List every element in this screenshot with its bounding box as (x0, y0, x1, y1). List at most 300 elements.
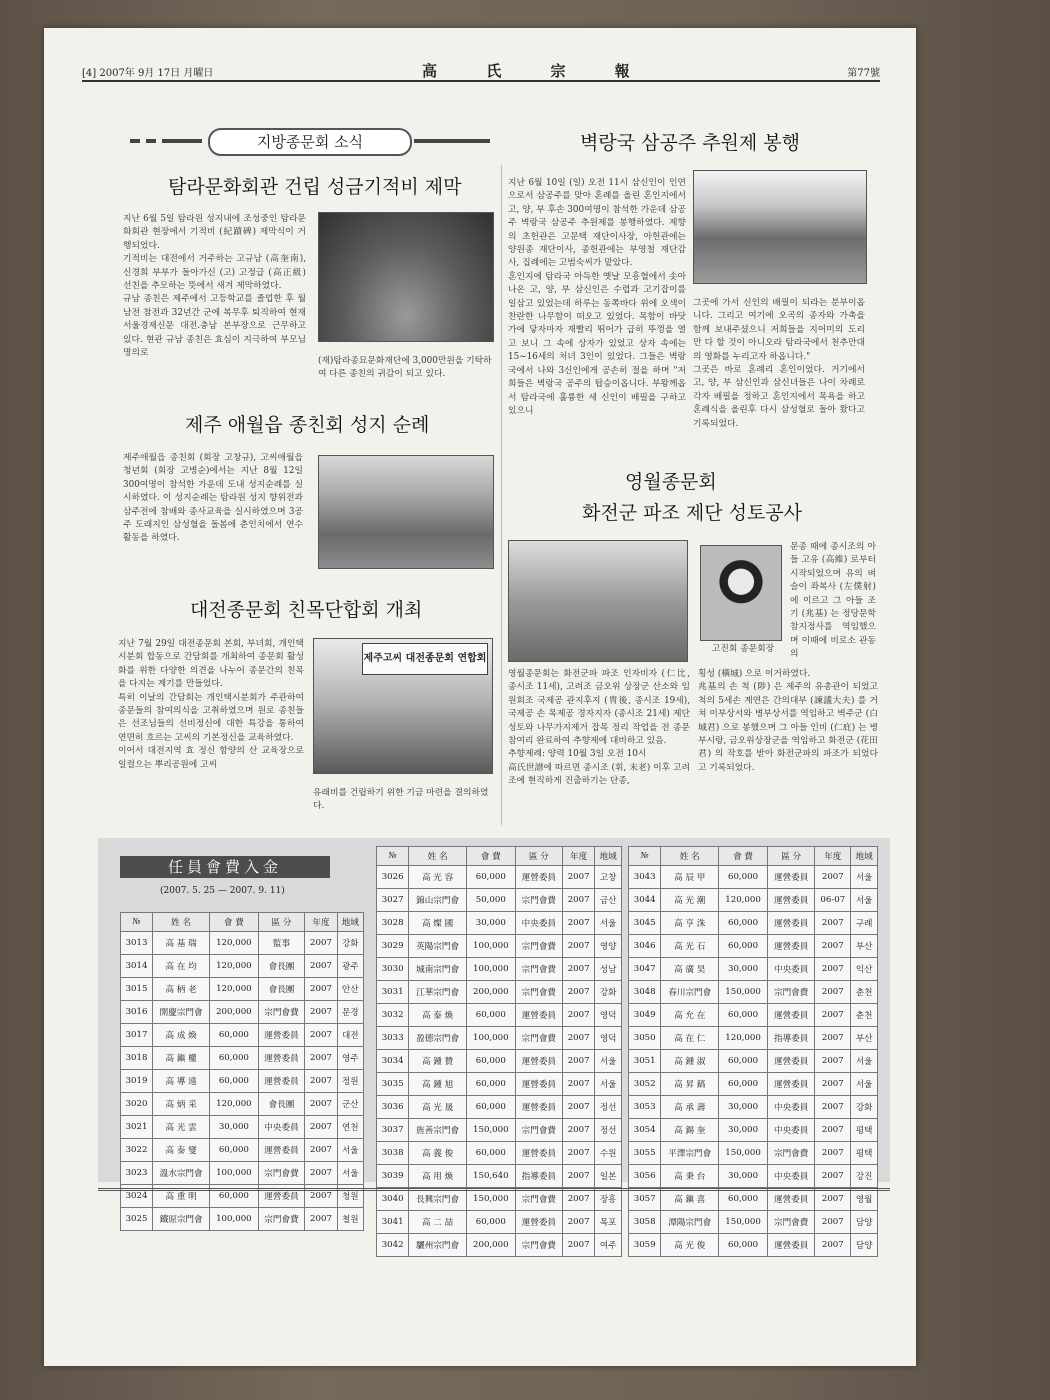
table-cell: 運營委員 (258, 1047, 305, 1070)
masthead: 高 氏 宗 報 (422, 62, 652, 80)
table-cell: 高 重 明 (153, 1185, 210, 1208)
table-cell: 高 鍾 淑 (661, 1050, 719, 1073)
fee-header-cell: 會 費 (210, 913, 258, 932)
table-cell: 高 錫 奎 (661, 1119, 719, 1142)
table-cell: 서울 (337, 1139, 364, 1162)
page-header (82, 60, 880, 82)
table-cell: 서울 (595, 1050, 622, 1073)
table-cell: 3045 (629, 912, 661, 935)
fee-header-cell: 地域 (337, 913, 364, 932)
fee-header-cell: 姓 名 (409, 847, 467, 866)
article5-body-right-top: 문종 때에 종시조의 아들 고유 (高維) 로부터 시작되었으며 유의 벼슬이 좌복사 (左僕射) 에 이르고 그 아들 조기 (兆基) 는 정당문학 참지정사를 역임했으며 이때에 비로소 관동의 (790, 542, 876, 660)
article2-body: 제주애월읍 종친회 (회장 고창규), 고씨애월읍청년회 (회장 고병순)에서는 지난 8월 12일 300여명이 참석한 가운데 도내 성지순례를 실시하였다. 이 성지순례는 탐라원 성지 향위전과 삼주전에 참배와 종사교육을 실시하였으며 3공주 도래지인 삼성혈을 돌봄에 춘인치에서 연수활동을 하였다. (123, 453, 303, 544)
table-cell: 宗門會費 (515, 1119, 562, 1142)
table-cell: 高 基 瑞 (153, 932, 210, 955)
table-cell: 익산 (851, 958, 878, 981)
fee-header-cell: 會 費 (466, 847, 515, 866)
table-cell: 30,000 (466, 912, 515, 935)
table-cell: 2007 (305, 1047, 337, 1070)
fee-header-cell: 年度 (562, 847, 594, 866)
table-cell: 3016 (121, 1001, 153, 1024)
table-cell: 60,000 (210, 1070, 258, 1093)
table-cell: 서울 (851, 1050, 878, 1073)
table-cell: 3013 (121, 932, 153, 955)
table-cell: 2007 (562, 1004, 594, 1027)
table-cell: 高 導 遠 (153, 1070, 210, 1093)
table-cell: 장흥 (595, 1188, 622, 1211)
article3-photo (313, 638, 493, 774)
table-cell: 3026 (377, 866, 409, 889)
table-cell: 錦山宗門會 (409, 889, 467, 912)
fee-header-cell: 區 分 (515, 847, 562, 866)
table-cell: 高 泰 燮 (153, 1139, 210, 1162)
table-cell: 高 亨 洙 (661, 912, 719, 935)
table-cell: 運營委員 (767, 1073, 814, 1096)
table-cell: 06-07 (815, 889, 851, 912)
article5-body: 영월종문회는 화전군파 파조 인자비자 (仁比, 종시조 11세), 고려조 금오위 상장군 산소와 임원회조 국제공 관지후지 (冑後, 종시조 19세), 국제공 손 목제공 경자지자 (종시조 21세) 제단성토와 나무가지제거 잡목 정리 작업을 전 종문 참여리 완료하여 추향제에 대비하고 있음. 추향제례: 양력 10월 3일 오전 10시 高氏世譜에 따르면 종시조 (휘, 末老) 이후 고려조에 현직하게 진출하기는 단종, (508, 669, 690, 787)
table-cell: 會長團 (258, 955, 305, 978)
table-cell: 3048 (629, 981, 661, 1004)
table-row (121, 1208, 364, 1231)
table-cell: 서울 (851, 889, 878, 912)
table-cell: 부산 (851, 935, 878, 958)
table-cell: 춘천 (851, 1004, 878, 1027)
table-row (377, 1096, 622, 1119)
table-cell: 3057 (629, 1188, 661, 1211)
table-cell: 3032 (377, 1004, 409, 1027)
table-cell: 中央委員 (258, 1116, 305, 1139)
table-cell: 30,000 (719, 1119, 768, 1142)
table-cell: 60,000 (719, 866, 768, 889)
table-cell: 서울 (851, 1073, 878, 1096)
table-row (377, 1234, 622, 1257)
table-row (377, 935, 622, 958)
table-cell: 목포 (595, 1211, 622, 1234)
table-cell: 高 允 在 (661, 1004, 719, 1027)
table-cell: 서울 (595, 912, 622, 935)
table-cell: 2007 (562, 1050, 594, 1073)
table-cell: 정선 (595, 1096, 622, 1119)
table-cell: 120,000 (210, 955, 258, 978)
table-cell: 運營委員 (258, 1185, 305, 1208)
table-cell: 2007 (562, 1119, 594, 1142)
table-cell: 영양 (595, 935, 622, 958)
fee-table-3 (628, 846, 878, 1257)
article5-title-line1: 영월종문회 (625, 471, 717, 493)
table-row (629, 1050, 878, 1073)
table-cell: 영덕 (595, 1004, 622, 1027)
header-rule (82, 80, 880, 82)
table-row (121, 1047, 364, 1070)
table-cell: 3043 (629, 866, 661, 889)
table-cell: 平澤宗門會 (661, 1142, 719, 1165)
table-cell: 2007 (815, 958, 851, 981)
table-row (377, 912, 622, 935)
table-cell: 2007 (815, 1188, 851, 1211)
table-cell: 高 用 煥 (409, 1165, 467, 1188)
fee-header-row (629, 847, 878, 866)
table-cell: 수원 (595, 1142, 622, 1165)
table-cell: 150,000 (719, 1211, 768, 1234)
table-cell: 中央委員 (767, 1096, 814, 1119)
issue-number: 第77號 (847, 68, 880, 79)
table-cell: 3054 (629, 1119, 661, 1142)
table-cell: 60,000 (719, 1234, 768, 1257)
table-cell: 3059 (629, 1234, 661, 1257)
table-cell: 2007 (815, 981, 851, 1004)
table-cell: 구례 (851, 912, 878, 935)
table-row (377, 889, 622, 912)
article1-body: 지난 6월 5일 탐라원 성지내에 조성중인 탐라문화회관 현장에서 기적비 (紀蹟碑) 제막식이 거행되었다. 기적비는 대전에서 거주하는 고규남 (高奎南), 신경희 부부가 돌아가신 (고) 고정급 (高正級) 선친을 추모하는 뜻에서 새겨 제막하였다. 규남 종친은 제주에서 고등학교를 졸업한 후 월남전 참전과 32년간 군에 복무후 퇴직하여 현재 서울경제신문 대전.충남 본부장으로 근무하고 있다. 현관 규남 종친은 효심이 지극하여 부모님 명의로 (123, 214, 306, 359)
table-row (121, 1116, 364, 1139)
table-cell: 高 在 仁 (661, 1027, 719, 1050)
table-cell: 3036 (377, 1096, 409, 1119)
table-cell: 高 廣 昊 (661, 958, 719, 981)
fee-header-cell: 區 分 (767, 847, 814, 866)
table-cell: 2007 (815, 1234, 851, 1257)
table-cell: 2007 (305, 1024, 337, 1047)
table-cell: 연천 (337, 1116, 364, 1139)
table-cell: 100,000 (466, 958, 515, 981)
table-cell: 會長團 (258, 1093, 305, 1116)
table-cell: 宗門會費 (767, 1211, 814, 1234)
table-cell: 中央委員 (767, 958, 814, 981)
table-cell: 120,000 (719, 1027, 768, 1050)
table-cell: 120,000 (719, 889, 768, 912)
article3-banner-sign: 제주고씨 대전종문회 연합회 (362, 643, 488, 675)
table-cell: 서울 (595, 1073, 622, 1096)
table-cell: 정원 (337, 1070, 364, 1093)
bottom-rule (98, 1188, 890, 1191)
table-cell: 2007 (562, 1142, 594, 1165)
table-cell: 60,000 (210, 1047, 258, 1070)
table-cell: 宗門會費 (515, 1188, 562, 1211)
table-cell: 高 柄 老 (153, 978, 210, 1001)
table-cell: 담양 (851, 1211, 878, 1234)
table-cell: 150,000 (719, 1142, 768, 1165)
table-cell: 2007 (562, 1188, 594, 1211)
table-cell: 運營委員 (767, 1004, 814, 1027)
table-cell: 高 燦 國 (409, 912, 467, 935)
table-cell: 60,000 (466, 1050, 515, 1073)
table-cell: 60,000 (466, 866, 515, 889)
table-cell: 高 鎭 喜 (661, 1188, 719, 1211)
table-cell: 150,640 (466, 1165, 515, 1188)
table-row (629, 981, 878, 1004)
table-cell: 60,000 (719, 1004, 768, 1027)
table-cell: 2007 (815, 1050, 851, 1073)
fee-header-row (377, 847, 622, 866)
table-cell: 2007 (562, 866, 594, 889)
table-cell: 강화 (337, 932, 364, 955)
table-cell: 高 光 晟 (409, 1096, 467, 1119)
table-cell: 宗門會費 (258, 1001, 305, 1024)
table-cell: 여주 (595, 1234, 622, 1257)
table-cell: 高 光 潮 (661, 889, 719, 912)
fee-header-cell: № (629, 847, 661, 866)
table-cell: 驪州宗門會 (409, 1234, 467, 1257)
table-cell: 3029 (377, 935, 409, 958)
table-cell: 2007 (815, 1119, 851, 1142)
table-cell: 運營委員 (515, 1142, 562, 1165)
table-cell: 50,000 (466, 889, 515, 912)
table-cell: 運營委員 (258, 1139, 305, 1162)
fee-header-cell: № (377, 847, 409, 866)
table-cell: 2007 (815, 866, 851, 889)
table-row (377, 981, 622, 1004)
fee-header-cell: 年度 (815, 847, 851, 866)
table-cell: 高 光 容 (409, 866, 467, 889)
table-cell: 60,000 (719, 1188, 768, 1211)
fee-header-row (121, 913, 364, 932)
table-cell: 高 承 壽 (661, 1096, 719, 1119)
table-cell: 高 昇 鎬 (661, 1073, 719, 1096)
table-cell: 3056 (629, 1165, 661, 1188)
banner-bar-left-3 (162, 139, 202, 143)
table-row (629, 1004, 878, 1027)
table-cell: 宗門會費 (767, 1142, 814, 1165)
table-cell: 2007 (305, 1116, 337, 1139)
table-cell: 120,000 (210, 978, 258, 1001)
fee-header-cell: 姓 名 (153, 913, 210, 932)
table-cell: 영주 (337, 1047, 364, 1070)
table-cell: 開慶宗門會 (153, 1001, 210, 1024)
table-cell: 3020 (121, 1093, 153, 1116)
table-cell: 2007 (562, 958, 594, 981)
table-cell: 2007 (815, 1073, 851, 1096)
table-cell: 3018 (121, 1047, 153, 1070)
fee-header-cell: 地域 (595, 847, 622, 866)
table-cell: 高 在 均 (153, 955, 210, 978)
table-cell: 2007 (815, 1142, 851, 1165)
table-cell: 2007 (562, 1096, 594, 1119)
table-cell: 運營委員 (767, 1234, 814, 1257)
table-cell: 2007 (815, 912, 851, 935)
table-row (629, 1096, 878, 1119)
article1-title: 탐라문화회관 건립 성금기적비 제막 (168, 176, 462, 198)
table-cell: 3047 (629, 958, 661, 981)
table-cell: 영월 (851, 1188, 878, 1211)
table-cell: 2007 (562, 1073, 594, 1096)
table-cell: 광주 (337, 955, 364, 978)
table-cell: 2007 (815, 1004, 851, 1027)
table-row (121, 1001, 364, 1024)
table-cell: 30,000 (719, 1096, 768, 1119)
table-cell: 2007 (562, 1234, 594, 1257)
table-cell: 2007 (562, 1211, 594, 1234)
article5-title-line2: 화전군 파조 제단 성토공사 (582, 502, 803, 524)
table-cell: 高 鍾 贊 (409, 1050, 467, 1073)
article5-photo (508, 540, 688, 662)
table-cell: 溫水宗門會 (153, 1162, 210, 1185)
article4-photo (693, 170, 867, 284)
table-cell: 3055 (629, 1142, 661, 1165)
table-cell: 서울 (851, 866, 878, 889)
table-row (629, 1073, 878, 1096)
table-cell: 高 泰 煥 (409, 1004, 467, 1027)
table-cell: 청원 (337, 1185, 364, 1208)
fee-title: 任員會費入金 (120, 856, 330, 878)
table-row (121, 1162, 364, 1185)
table-cell: 60,000 (466, 1073, 515, 1096)
table-cell: 60,000 (719, 935, 768, 958)
table-cell: 3022 (121, 1139, 153, 1162)
table-cell: 2007 (562, 889, 594, 912)
table-cell: 3042 (377, 1234, 409, 1257)
table-cell: 3041 (377, 1211, 409, 1234)
table-cell: 高 鎭 權 (153, 1047, 210, 1070)
table-cell: 2007 (562, 1165, 594, 1188)
table-cell: 高 炳 采 (153, 1093, 210, 1116)
table-cell: 運營委員 (515, 1004, 562, 1027)
table-cell: 120,000 (210, 932, 258, 955)
table-cell: 고창 (595, 866, 622, 889)
table-cell: 2007 (815, 1096, 851, 1119)
table-cell: 監事 (258, 932, 305, 955)
table-cell: 2007 (562, 935, 594, 958)
fee-header-cell: № (121, 913, 153, 932)
table-cell: 2007 (305, 1093, 337, 1116)
table-cell: 宗門會費 (258, 1208, 305, 1231)
table-cell: 문경 (337, 1001, 364, 1024)
table-cell: 100,000 (210, 1162, 258, 1185)
table-cell: 부산 (851, 1027, 878, 1050)
table-cell: 高 二 喆 (409, 1211, 467, 1234)
table-cell: 3014 (121, 955, 153, 978)
table-cell: 3049 (629, 1004, 661, 1027)
banner-bar-left-2 (146, 139, 156, 143)
table-cell: 指導委員 (515, 1165, 562, 1188)
table-cell: 運營委員 (515, 1073, 562, 1096)
fee-header-cell: 地域 (851, 847, 878, 866)
table-cell: 中央委員 (767, 1119, 814, 1142)
table-row (377, 866, 622, 889)
table-cell: 60,000 (719, 1050, 768, 1073)
table-cell: 高 鍾 旭 (409, 1073, 467, 1096)
table-cell: 英陽宗門會 (409, 935, 467, 958)
table-cell: 100,000 (466, 935, 515, 958)
table-cell: 高 成 煥 (153, 1024, 210, 1047)
table-cell: 3025 (121, 1208, 153, 1231)
table-cell: 2007 (305, 955, 337, 978)
table-row (629, 1165, 878, 1188)
banner-bar-right (414, 139, 490, 143)
table-cell: 宗門會費 (515, 889, 562, 912)
table-cell: 長興宗門會 (409, 1188, 467, 1211)
table-cell: 運營委員 (515, 866, 562, 889)
table-cell: 潭陽宗門會 (661, 1211, 719, 1234)
table-cell: 정선 (595, 1119, 622, 1142)
table-row (121, 932, 364, 955)
table-cell: 200,000 (466, 1234, 515, 1257)
table-cell: 運營委員 (258, 1070, 305, 1093)
table-cell: 60,000 (719, 1073, 768, 1096)
table-cell: 3028 (377, 912, 409, 935)
article2-title: 제주 애월읍 종친회 성지 순례 (185, 414, 430, 436)
table-cell: 運營委員 (767, 889, 814, 912)
table-cell: 안산 (337, 978, 364, 1001)
article1-photo (318, 212, 494, 342)
fee-header-cell: 區 分 (258, 913, 305, 932)
table-row (377, 1050, 622, 1073)
fee-header-cell: 會 費 (719, 847, 768, 866)
table-row (121, 1024, 364, 1047)
fee-period: (2007. 5. 25 — 2007. 9. 11) (160, 886, 285, 896)
table-cell: 30,000 (210, 1116, 258, 1139)
table-cell: 3023 (121, 1162, 153, 1185)
fee-table-2 (376, 846, 622, 1257)
table-cell: 강화 (595, 981, 622, 1004)
table-cell: 강진 (851, 1165, 878, 1188)
table-cell: 2007 (815, 1027, 851, 1050)
table-cell: 2007 (815, 935, 851, 958)
article3-caption: 유래비를 건립하기 위한 기금 마련을 결의하였다. (313, 788, 489, 811)
table-cell: 宗門會費 (515, 1234, 562, 1257)
table-row (121, 1093, 364, 1116)
table-row (629, 1119, 878, 1142)
table-cell: 鐵原宗門會 (153, 1208, 210, 1231)
table-cell: 運營委員 (767, 1050, 814, 1073)
table-cell: 군산 (337, 1093, 364, 1116)
table-cell: 高 光 雲 (153, 1116, 210, 1139)
table-cell: 3021 (121, 1116, 153, 1139)
table-row (629, 1142, 878, 1165)
fee-header-cell: 年度 (305, 913, 337, 932)
table-cell: 2007 (305, 1070, 337, 1093)
table-cell: 春川宗門會 (661, 981, 719, 1004)
table-row (377, 1027, 622, 1050)
table-cell: 3033 (377, 1027, 409, 1050)
table-cell: 150,000 (466, 1119, 515, 1142)
table-cell: 3015 (121, 978, 153, 1001)
table-row (629, 866, 878, 889)
table-row (377, 1142, 622, 1165)
table-cell: 宗門會費 (515, 935, 562, 958)
table-row (377, 1119, 622, 1142)
table-cell: 철원 (337, 1208, 364, 1231)
table-cell: 30,000 (719, 958, 768, 981)
table-cell: 2007 (305, 1139, 337, 1162)
fee-table-1 (120, 912, 364, 1231)
table-cell: 3035 (377, 1073, 409, 1096)
table-cell: 3050 (629, 1027, 661, 1050)
table-cell: 120,000 (210, 1093, 258, 1116)
table-cell: 3038 (377, 1142, 409, 1165)
table-cell: 60,000 (466, 1142, 515, 1165)
table-row (377, 1073, 622, 1096)
table-cell: 中央委員 (767, 1165, 814, 1188)
table-cell: 高 義 俊 (409, 1142, 467, 1165)
banner-bar-left-1 (130, 139, 140, 143)
table-cell: 高 光 石 (661, 935, 719, 958)
table-cell: 運營委員 (258, 1024, 305, 1047)
table-cell: 盈德宗門會 (409, 1027, 467, 1050)
table-cell: 성남 (595, 958, 622, 981)
table-cell: 3030 (377, 958, 409, 981)
table-cell: 2007 (305, 1208, 337, 1231)
table-cell: 高 秉 台 (661, 1165, 719, 1188)
table-cell: 2007 (305, 1185, 337, 1208)
table-row (629, 1211, 878, 1234)
table-row (629, 912, 878, 935)
table-row (629, 1234, 878, 1257)
table-cell: 指導委員 (767, 1027, 814, 1050)
table-cell: 60,000 (210, 1185, 258, 1208)
table-cell: 3019 (121, 1070, 153, 1093)
table-row (121, 1139, 364, 1162)
table-cell: 3044 (629, 889, 661, 912)
table-cell: 高 辰 甲 (661, 866, 719, 889)
